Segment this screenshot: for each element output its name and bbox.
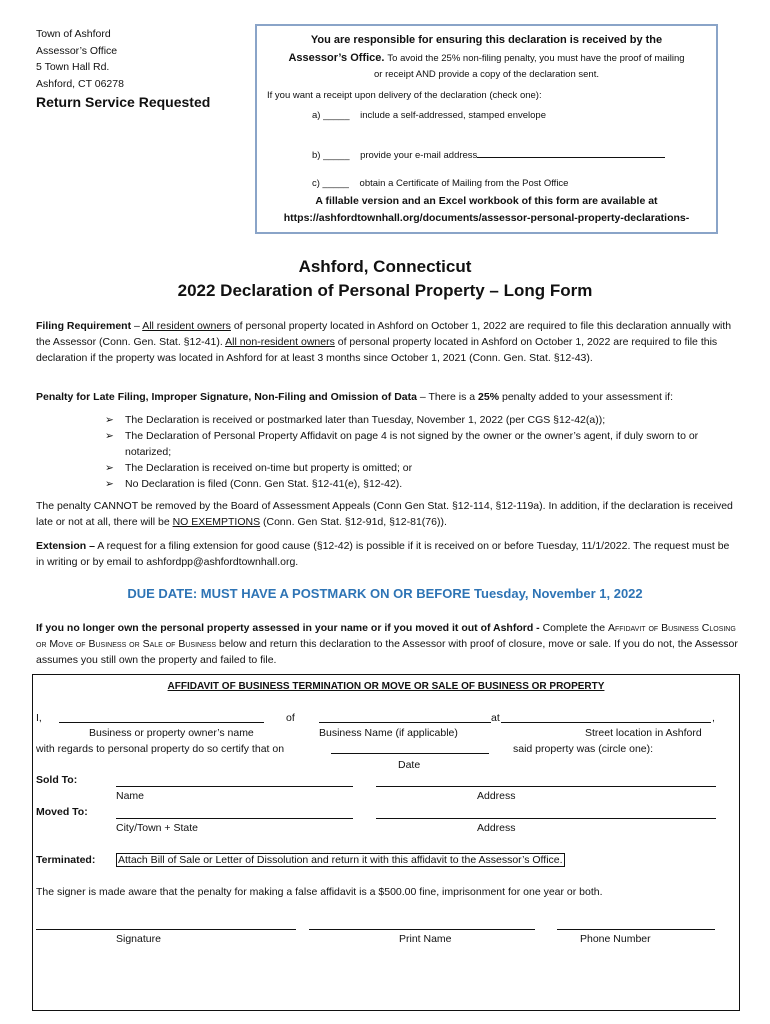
bullet-text: The Declaration is received on-time but property is omitted; or — [125, 462, 413, 474]
filing-dash: – — [131, 320, 143, 332]
notice-heading: You are responsible for ensuring this declaration is received by the — [310, 34, 663, 46]
receipt-prompt: If you want a receipt upon delivery of the declaration (check one): — [267, 90, 542, 101]
street-caption: Street location in Ashford — [585, 727, 702, 739]
option-c[interactable] — [312, 178, 770, 189]
filing-nonresident: All non-resident owners — [225, 336, 335, 348]
filing-requirement — [36, 318, 738, 366]
option-a-label: a) _____ — [312, 110, 350, 121]
filing-resident: All resident owners — [142, 320, 231, 332]
no-exemptions: NO EXEMPTIONS — [172, 516, 261, 528]
notice-penalty-note: To avoid the 25% non-filing penalty, you must have the proof of mailing — [387, 53, 685, 64]
baa-paragraph — [36, 498, 738, 530]
notice-box — [255, 24, 718, 234]
city-caption: City/Town + State — [116, 822, 198, 834]
extension-paragraph — [36, 538, 738, 570]
affidavit-reference: Affidavit of Business Closing or Move of Business or Sale of Business — [36, 622, 736, 650]
affidavit-heading: AFFIDAVIT OF BUSINESS TERMINATION OR MOVE OR SALE OF BUSINESS OR PROPERTY — [167, 681, 605, 692]
baa-text-1: The penalty CANNOT be removed by the Board of Assessment Appeals (Conn Gen Stat. §12-114, §12-119a). In addition, if the declaration is received late or not at all, there will be — [36, 500, 733, 528]
phone-caption: Phone Number — [580, 933, 651, 945]
penalty-pct: 25% — [478, 391, 500, 403]
moved-to-address-field[interactable] — [376, 818, 716, 819]
arrow-bullet-icon: ➢ — [105, 462, 114, 474]
at-label: at — [491, 712, 500, 724]
option-a-text: include a self-addressed, stamped envelope — [360, 110, 546, 121]
filing-nonresident-text: of personal property located in Ashford on October 1, 2022 are required to file this declaration if the property was located in Ashford for at least 3 months since October 1, 2021 (Conn. Gen. Stat. §12-43). — [36, 336, 718, 364]
penalty-bullets — [105, 412, 745, 492]
filing-label: Filing Requirement — [36, 320, 132, 332]
penalty-label: Penalty for Late Filing, Improper Signature, Non-Filing and Omission of Data — [36, 391, 417, 403]
baa-text-2: (Conn. Gen Stat. §12-91d, §12-81(76)). — [260, 516, 447, 528]
terminated-instructions: Attach Bill of Sale or Letter of Dissolution and return it with this affidavit to the Assessor’s Office. — [118, 854, 563, 866]
bullet-text: The Declaration of Personal Property Affidavit on page 4 is not signed by the owner or the owner’s agent, if duly sworn to or notarized; — [125, 430, 699, 458]
option-a[interactable] — [312, 110, 770, 121]
moved-to-option[interactable]: Moved To: — [36, 806, 88, 818]
sender-address — [36, 26, 124, 92]
date-field[interactable] — [331, 753, 489, 754]
penalty-text-2: penalty added to your assessment if: — [499, 391, 673, 403]
option-c-label: c) _____ — [312, 178, 349, 189]
address-caption-2: Address — [477, 822, 516, 834]
date-caption: Date — [398, 759, 421, 771]
return-service-requested: Return Service Requested — [36, 94, 211, 110]
street-location-field[interactable] — [501, 722, 711, 723]
business-name-field[interactable] — [319, 722, 491, 723]
sold-to-name-field[interactable] — [116, 786, 353, 787]
bullet-text: No Declaration is filed (Conn. Gen Stat. §12-41(e), §12-42). — [125, 478, 403, 490]
of-label: of — [286, 712, 295, 724]
sender-line-4: Ashford, CT 06278 — [36, 77, 124, 90]
option-b[interactable] — [312, 146, 770, 161]
circle-text: said property was (circle one): — [513, 743, 654, 755]
no-longer-own-text-2: below and return this declaration to the Assessor with proof of closure, move or sale. If you do not, the Assessor assumes you still own the property and failed to file. — [36, 638, 738, 666]
notice-heading-office: Assessor’s Office. — [288, 52, 385, 64]
signer-notice: The signer is made aware that the penalty for making a false affidavit is a $500.00 fine, imprisonment for one year or both. — [36, 886, 603, 898]
extension-text: A request for a filing extension for good cause (§12-42) is possible if it is received on or before Tuesday, 11/1/2022. The request must be in writing or by email to ashfordpp@ashfordtownhall.org. — [36, 540, 730, 568]
sold-to-address-field[interactable] — [376, 786, 716, 787]
signature-caption: Signature — [116, 933, 161, 945]
phone-number-field[interactable] — [557, 929, 715, 930]
email-address-field[interactable] — [477, 146, 665, 158]
title-town: Ashford, Connecticut — [298, 257, 472, 276]
no-longer-own-bold: If you no longer own the personal property assessed in your name or if you moved it out of Ashford - — [36, 622, 540, 634]
no-longer-own-paragraph — [36, 620, 738, 668]
affidavit-box — [32, 674, 740, 1011]
fillable-url[interactable]: https://ashfordtownhall.org/documents/assessor-personal-property-declarations- — [283, 212, 690, 224]
moved-to-city-field[interactable] — [116, 818, 353, 819]
option-b-text: provide your e-mail address — [360, 150, 478, 161]
penalty-bullet — [105, 460, 745, 476]
arrow-bullet-icon: ➢ — [105, 478, 114, 490]
penalty-bullet — [105, 476, 745, 492]
extension-label: Extension – — [36, 540, 95, 552]
owner-name-caption: Business or property owner’s name — [89, 727, 254, 739]
signature-field[interactable] — [36, 929, 296, 930]
business-name-caption: Business Name (if applicable) — [319, 727, 458, 739]
sender-line-2: Assessor’s Office — [36, 44, 118, 57]
sold-to-option[interactable]: Sold To: — [36, 774, 78, 786]
i-label: I, — [36, 712, 42, 724]
address-caption: Address — [477, 790, 516, 802]
owner-name-field[interactable] — [59, 722, 264, 723]
penalty-text-1: – There is a — [416, 391, 479, 403]
title-form: 2022 Declaration of Personal Property – Long Form — [177, 281, 593, 300]
notice-penalty-note-2: or receipt AND provide a copy of the declaration sent. — [374, 69, 599, 80]
terminated-option[interactable]: Terminated: — [36, 854, 96, 866]
option-c-text: obtain a Certificate of Mailing from the Post Office — [359, 178, 569, 189]
penalty-bullet — [105, 412, 745, 428]
print-name-caption: Print Name — [399, 933, 452, 945]
comma: , — [712, 712, 715, 724]
bullet-text: The Declaration is received or postmarked later than Tuesday, November 1, 2022 (per CGS §12-42(a)); — [125, 414, 606, 426]
certify-text: with regards to personal property do so certify that on — [36, 743, 285, 755]
filing-resident-text: of personal property located in Ashford on October 1, 2022 are required to file this declaration annually with the Assessor (Conn. Gen. Stat. §12-41). — [36, 320, 732, 348]
option-b-label: b) _____ — [312, 150, 350, 161]
print-name-field[interactable] — [309, 929, 535, 930]
arrow-bullet-icon: ➢ — [105, 414, 114, 426]
fillable-note: A fillable version and an Excel workbook of this form are available at — [315, 195, 658, 207]
due-date: DUE DATE: MUST HAVE A POSTMARK ON OR BEFORE Tuesday, November 1, 2022 — [127, 586, 643, 601]
penalty-bullet — [105, 428, 745, 460]
sender-line-3: 5 Town Hall Rd. — [36, 61, 110, 73]
arrow-bullet-icon: ➢ — [105, 430, 114, 442]
no-longer-own-text-1: Complete the — [539, 622, 608, 634]
name-caption: Name — [116, 790, 145, 802]
penalty-paragraph — [36, 389, 738, 405]
sender-line-1: Town of Ashford — [36, 28, 111, 40]
